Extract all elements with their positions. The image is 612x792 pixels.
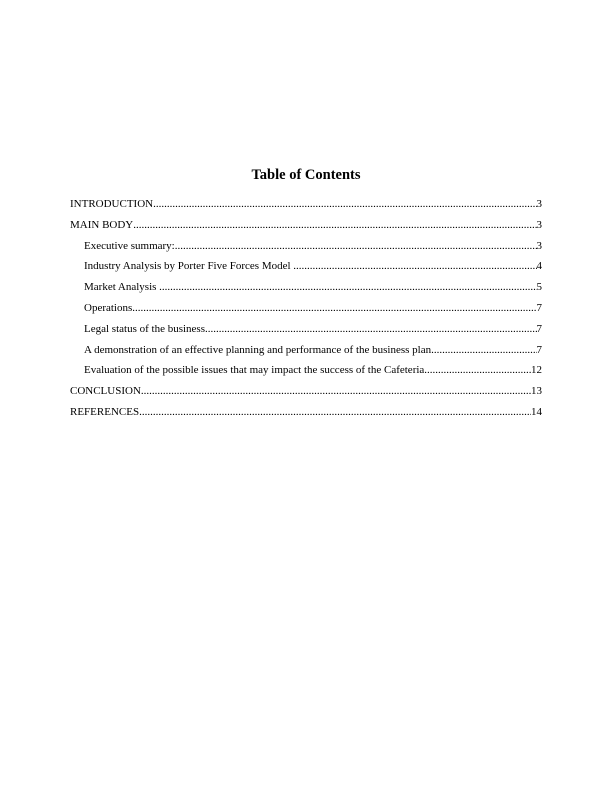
toc-entry-page: 7: [536, 343, 542, 356]
toc-entry-legal-status[interactable]: [70, 322, 542, 343]
dot-leader: [205, 322, 537, 336]
toc-entry-label: REFERENCES: [70, 405, 140, 418]
toc-entry-page: 3: [536, 198, 542, 210]
toc-entry-label: INTRODUCTION: [70, 198, 154, 210]
toc-entry-page: 3: [536, 239, 542, 252]
toc-list: [70, 197, 542, 426]
dot-leader: [431, 343, 536, 357]
dot-leader: [293, 259, 536, 273]
dot-leader: [141, 384, 531, 398]
toc-entry-label: Market Analysis: [84, 281, 160, 294]
toc-entry-label: Industry Analysis by Porter Five Forces Model: [84, 260, 294, 273]
dot-leader: [133, 218, 536, 232]
toc-entry-page: 12: [531, 364, 542, 377]
toc-entry-page: 14: [531, 405, 542, 418]
toc-entry-introduction[interactable]: [70, 197, 542, 218]
toc-entry-label: Operations: [84, 301, 133, 314]
toc-entry-page: 4: [536, 260, 542, 273]
toc-entry-label: MAIN BODY: [70, 218, 134, 231]
dot-leader: [153, 197, 536, 211]
toc-entry-page: 13: [531, 385, 542, 398]
dot-leader: [132, 301, 536, 315]
toc-entry-page: 7: [536, 301, 542, 314]
toc-entry-references[interactable]: [70, 405, 542, 426]
toc-entry-label: A demonstration of an effective planning and performance of the business plan: [84, 343, 432, 356]
dot-leader: [139, 405, 531, 419]
dot-leader: [175, 239, 537, 253]
toc-entry-main-body[interactable]: [70, 218, 542, 239]
toc-entry-label: Evaluation of the possible issues that may impact the success of the Cafeteria: [84, 364, 425, 377]
toc-entry-conclusion[interactable]: [70, 384, 542, 405]
toc-entry-page: 3: [536, 218, 542, 231]
toc-entry-market-analysis[interactable]: [70, 280, 542, 301]
toc-entry-label: CONCLUSION: [70, 385, 141, 398]
toc-entry-planning-performance[interactable]: [70, 343, 542, 364]
toc-title: Table of Contents: [251, 167, 361, 183]
toc-entry-operations[interactable]: [70, 301, 542, 322]
toc-entry-page: 5: [536, 281, 542, 294]
toc-entry-label: Executive summary:: [84, 239, 175, 252]
toc-entry-possible-issues[interactable]: [70, 363, 542, 384]
toc-entry-page: 7: [536, 322, 542, 335]
toc-entry-industry-analysis[interactable]: [70, 259, 542, 280]
dot-leader: [424, 363, 531, 377]
dot-leader: [159, 280, 536, 294]
toc-entry-executive-summary[interactable]: [70, 239, 542, 260]
toc-entry-label: Legal status of the business: [84, 322, 205, 335]
